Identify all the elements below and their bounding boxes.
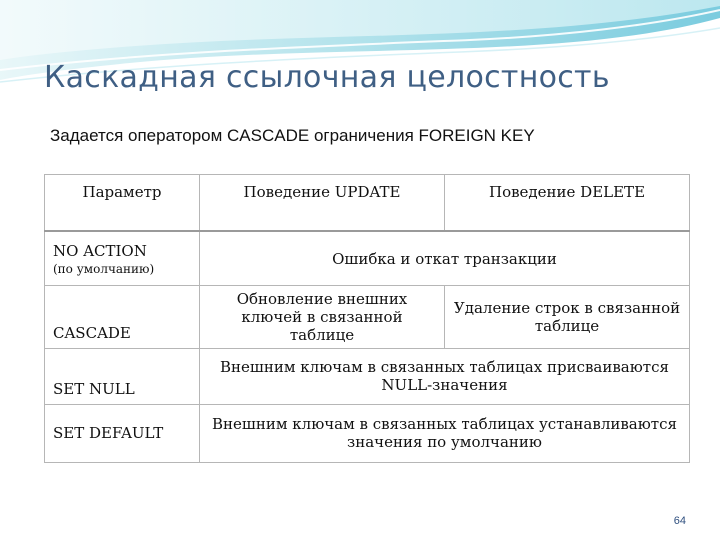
table-row	[45, 348, 690, 404]
param-name: SET NULL	[45, 348, 200, 404]
cascade-behavior-table	[44, 174, 690, 463]
page-number: 64	[673, 515, 686, 527]
header-parameter: Параметр	[45, 175, 200, 231]
table-header-row	[45, 175, 690, 231]
param-note: (по умолчанию)	[53, 261, 155, 276]
delete-behavior-cell: Удаление строк в связанной таблице	[445, 286, 690, 348]
param-name: SET DEFAULT	[45, 404, 200, 462]
update-behavior-cell: Обновление внешних ключей в связанной таблице	[200, 286, 445, 348]
slide-subtitle: Задается оператором CASCADE ограничения FOREIGN KEY	[50, 126, 535, 145]
merged-behavior-cell: Внешним ключам в связанных таблицах присваиваются NULL-значения	[200, 348, 690, 404]
header-update-behavior: Поведение UPDATE	[200, 175, 445, 231]
table-row	[45, 404, 690, 462]
merged-behavior-cell: Внешним ключам в связанных таблицах устанавливаются значения по умолчанию	[200, 404, 690, 462]
param-cell	[45, 231, 200, 286]
param-name: CASCADE	[45, 286, 200, 348]
header-delete-behavior: Поведение DELETE	[445, 175, 690, 231]
table-row	[45, 231, 690, 286]
param-name: NO ACTION	[53, 241, 147, 260]
slide-title: Каскадная ссылочная целостность	[44, 60, 610, 95]
table-row	[45, 286, 690, 348]
merged-behavior-cell: Ошибка и откат транзакции	[200, 231, 690, 286]
